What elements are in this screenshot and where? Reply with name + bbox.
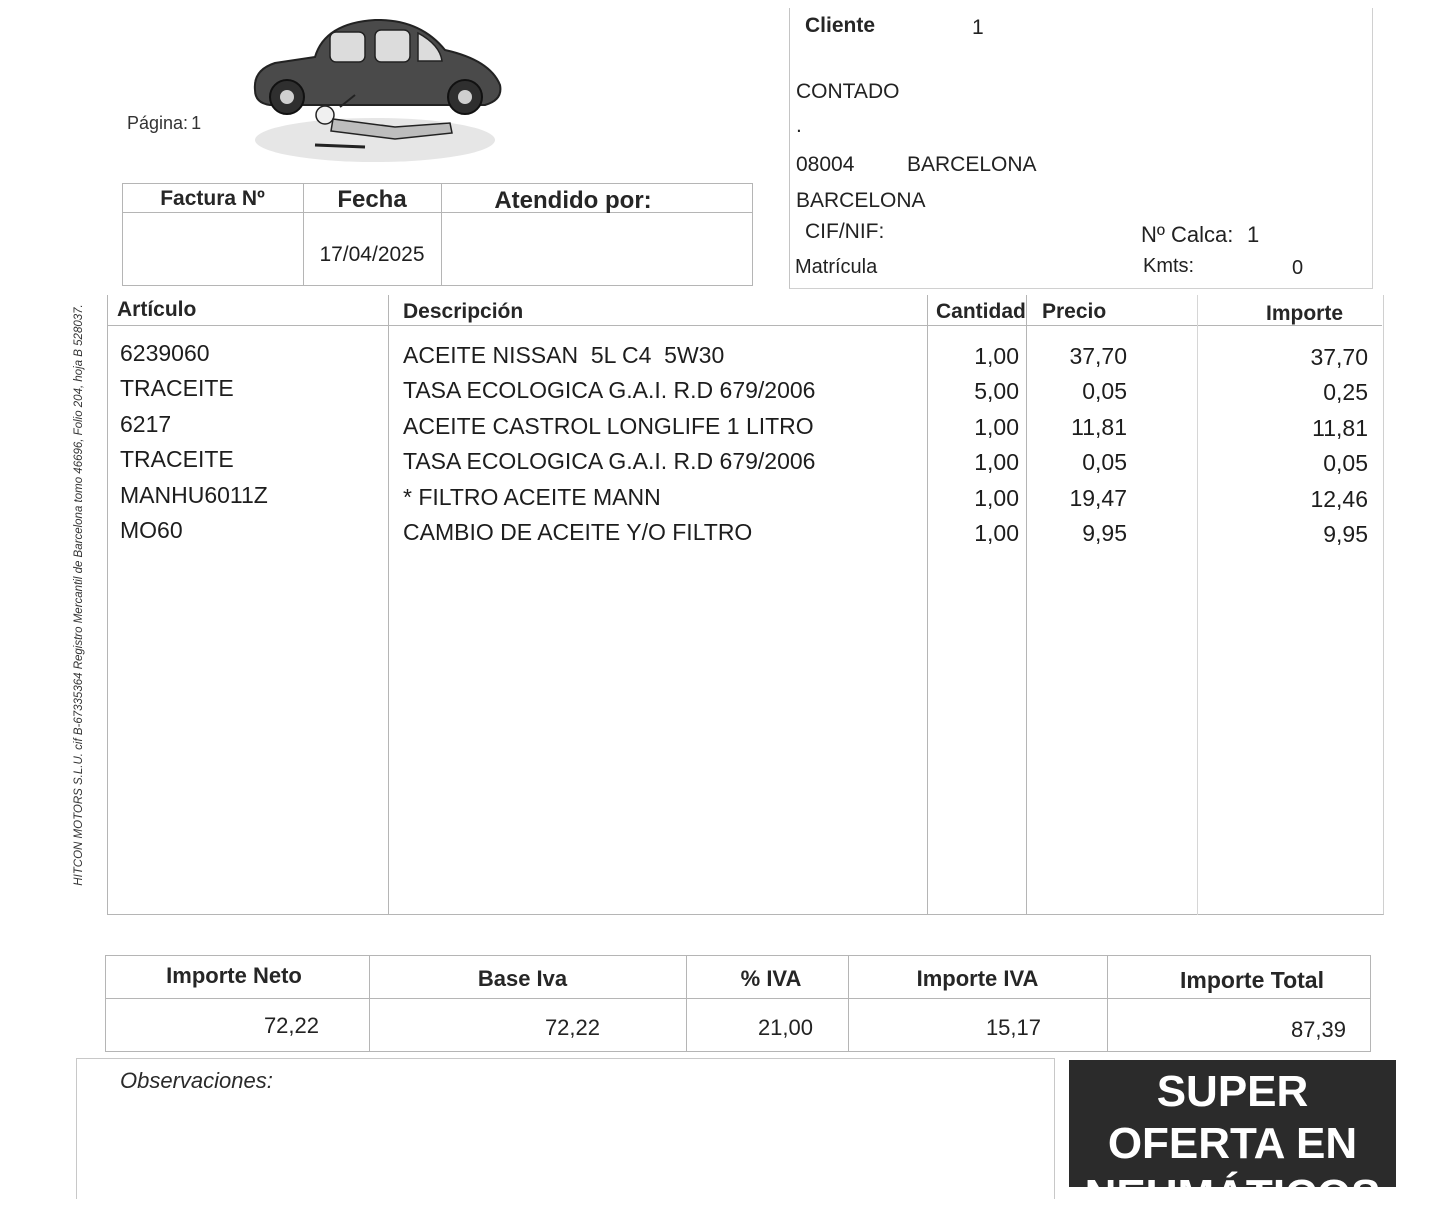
client-province: BARCELONA xyxy=(796,189,926,212)
client-box xyxy=(789,8,1373,289)
promo-line: SUPER xyxy=(1156,1067,1309,1116)
vat-amount-value: 15,17 xyxy=(985,1015,1041,1040)
amount-cell: 0,05 xyxy=(1323,450,1368,477)
description-cell: ACEITE NISSAN 5L C4 5W30 xyxy=(403,342,725,368)
client-label: Cliente xyxy=(805,14,876,37)
vat-base-label: Base Iva xyxy=(477,966,568,991)
column-header-article: Artículo xyxy=(117,298,197,321)
amount-cell: 9,95 xyxy=(1323,521,1368,548)
amount-cell: 12,46 xyxy=(1310,485,1368,512)
invoice-number-label: Factura Nº xyxy=(160,187,265,210)
items-col-sep xyxy=(1197,295,1198,915)
client-address: . xyxy=(796,114,802,137)
amount-cell: 0,25 xyxy=(1323,379,1368,406)
promo-line: OFERTA EN xyxy=(1107,1119,1358,1168)
page-indicator xyxy=(127,113,201,134)
column-header-amount: Importe xyxy=(1266,302,1344,325)
totals-header-divider xyxy=(105,998,1370,999)
tyre-offer-banner xyxy=(1069,1060,1396,1220)
column-header-price: Precio xyxy=(1042,300,1107,323)
kms-label: Kmts: xyxy=(1143,255,1195,277)
price-column xyxy=(1030,339,1127,551)
client-name: CONTADO xyxy=(796,80,900,103)
page-number: 1 xyxy=(191,113,202,133)
description-cell: TASA ECOLOGICA G.A.I. R.D 679/2006 xyxy=(403,377,816,404)
price-cell: 11,81 xyxy=(1071,413,1127,440)
client-number: 1 xyxy=(972,16,984,39)
observations-label: Observaciones: xyxy=(120,1068,273,1093)
column-header-quantity: Cantidad xyxy=(936,300,1026,323)
price-cell: 37,70 xyxy=(1069,343,1127,369)
article-cell: TRACEITE xyxy=(120,375,234,402)
cif-label: CIF/NIF: xyxy=(805,220,885,243)
description-cell: CAMBIO DE ACEITE Y/O FILTRO xyxy=(403,519,753,546)
amount-cell: 37,70 xyxy=(1310,344,1368,370)
quantity-cell: 1,00 xyxy=(974,484,1019,511)
price-cell: 9,95 xyxy=(1082,520,1127,547)
car-mechanic-logo xyxy=(245,15,510,170)
total-amount-label: Importe Total xyxy=(1180,967,1324,993)
vat-percent-value: 21,00 xyxy=(757,1015,813,1040)
price-cell: 0,05 xyxy=(1082,449,1127,476)
price-cell: 0,05 xyxy=(1082,378,1127,405)
amount-column xyxy=(1200,340,1368,552)
date-label: Fecha xyxy=(337,186,407,213)
items-col-sep xyxy=(1026,295,1027,915)
quantity-cell: 5,00 xyxy=(974,378,1019,405)
article-cell: MO60 xyxy=(120,517,183,544)
quantity-column xyxy=(929,339,1019,551)
article-cell: MANHU6011Z xyxy=(120,481,268,508)
article-cell: TRACEITE xyxy=(120,446,234,473)
client-postal-code: 08004 xyxy=(796,153,855,176)
net-amount-value: 72,22 xyxy=(263,1013,319,1038)
items-col-sep xyxy=(927,295,928,915)
article-cell: 6239060 xyxy=(120,340,210,366)
price-cell: 19,47 xyxy=(1069,484,1127,511)
net-amount-label: Importe Neto xyxy=(166,963,302,988)
article-cell: 6217 xyxy=(120,410,172,437)
quantity-cell: 1,00 xyxy=(974,520,1019,547)
quantity-cell: 1,00 xyxy=(974,343,1019,369)
article-column xyxy=(120,336,268,548)
promo-line: NEUMÁTICOS xyxy=(1084,1171,1381,1220)
calca-label: Nº Calca: xyxy=(1141,222,1234,247)
plate-label: Matrícula xyxy=(795,256,878,278)
kms-value: 0 xyxy=(1292,257,1304,279)
legal-registry-text: HITCON MOTORS S.L.U. cif B-67335364 Registro Mercantil de Barcelona tomo 46696, Folio 204, hoja B 528037. xyxy=(73,304,85,886)
page-label: Página: xyxy=(127,113,189,133)
column-header-description: Descripción xyxy=(403,300,524,323)
description-column xyxy=(403,338,815,550)
total-amount-value: 87,39 xyxy=(1290,1017,1346,1042)
date-value: 17/04/2025 xyxy=(319,243,425,266)
items-col-sep xyxy=(388,295,389,915)
vat-base-value: 72,22 xyxy=(544,1015,600,1040)
client-city: BARCELONA xyxy=(907,153,1037,176)
vat-amount-label: Importe IVA xyxy=(916,966,1039,991)
amount-cell: 11,81 xyxy=(1312,414,1368,441)
calca-value: 1 xyxy=(1247,222,1260,247)
vat-percent-label: % IVA xyxy=(740,966,802,991)
description-cell: * FILTRO ACEITE MANN xyxy=(403,483,661,510)
attended-by-label: Atendido por: xyxy=(494,187,652,214)
description-cell: TASA ECOLOGICA G.A.I. R.D 679/2006 xyxy=(403,448,816,475)
items-header-divider xyxy=(107,325,1382,326)
quantity-cell: 1,00 xyxy=(974,449,1019,476)
quantity-cell: 1,00 xyxy=(974,413,1019,440)
description-cell: ACEITE CASTROL LONGLIFE 1 LITRO xyxy=(403,412,814,439)
